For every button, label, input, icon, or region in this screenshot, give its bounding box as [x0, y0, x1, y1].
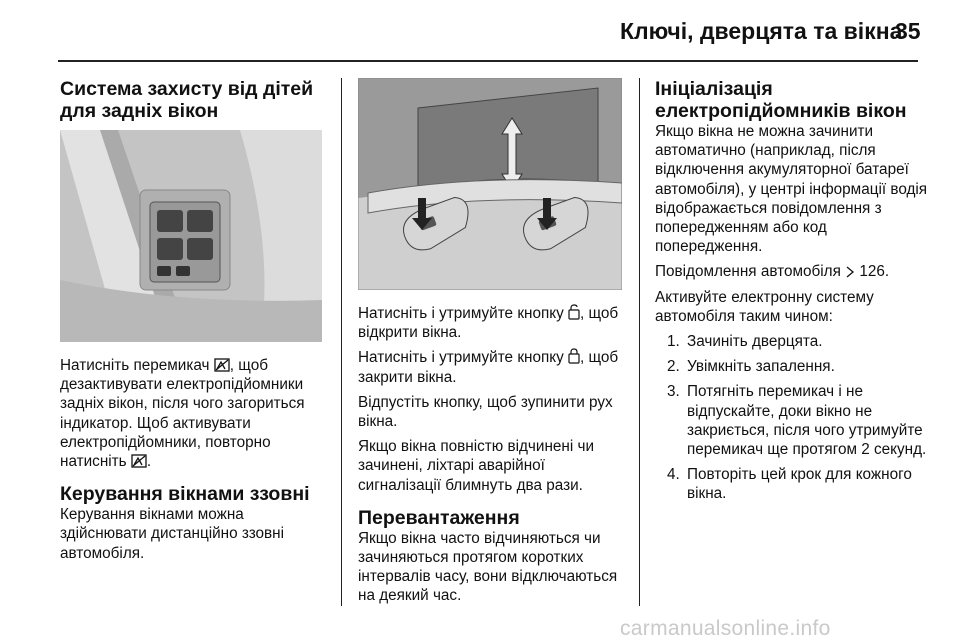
column-3: [655, 78, 930, 504]
section-heading-child-lock: Система захисту від дітей для задніх вікон: [60, 78, 314, 122]
section-heading-overload: Перевантаження: [358, 506, 520, 529]
list-item: 4. Повторіть цей крок для кожного вікна.: [667, 466, 912, 503]
lock-key-icon: [568, 348, 580, 364]
header-rule: [58, 60, 918, 62]
vehicle-messages-reference: Повідомлення автомобіля 126.: [655, 263, 890, 281]
stop-window-paragraph: Відпустіть кнопку, щоб зупинити рух вікна.: [358, 393, 613, 431]
watermark: carmanualsonline.info: [620, 617, 831, 640]
unlock-key-icon: [568, 304, 580, 320]
overload-paragraph: Якщо вікна часто відчиняються чи зачиняються протягом коротких інтервалів часу, вони відключаються на деякий час.: [358, 529, 618, 605]
remote-windows-paragraph: Керування вікнами можна здійснювати дистанційно ззовні автомобіля.: [60, 506, 285, 562]
list-item: 2. Увімкніть запалення.: [667, 358, 835, 376]
window-key-illustration: [358, 78, 622, 290]
list-item: 1. Зачиніть дверцята.: [667, 333, 823, 351]
section-heading-remote-windows: Керування вікнами ззовні: [60, 483, 310, 506]
column-divider-2: [639, 78, 640, 606]
initialization-steps: [667, 332, 930, 504]
door-switch-illustration: [60, 130, 322, 342]
initialization-paragraph: Якщо вікна не можна зачинити автоматично (наприклад, після відключення акумуляторної батареї автомобіля), у центрі інформації водія відображається повідомлення з попередженням або код попередження.: [655, 123, 928, 256]
open-windows-paragraph: Натисніть і утримуйте кнопку , щоб відкрити вікна.: [358, 305, 619, 342]
close-windows-paragraph: Натисніть і утримуйте кнопку , щоб закрити вікна.: [358, 349, 619, 386]
hazard-lights-paragraph: Якщо вікна повністю відчинені чи зачинені, ліхтарі аварійної сигналізації блимнуть два рази.: [358, 438, 595, 494]
reference-arrow-icon: [845, 266, 855, 278]
activate-system-paragraph: Активуйте електронну систему автомобіля таким чином:: [655, 288, 874, 325]
page-header: [0, 0, 960, 60]
child-lock-icon: [214, 358, 230, 372]
child-lock-paragraph: Натисніть перемикач , щоб дезактивувати електропідйомники задніх вікон, після чого загориться індикатор. Щоб активувати електропідйомники, повторно натисніть .: [60, 357, 305, 471]
section-heading-initialization: Ініціалізація електропідйомників вікон: [655, 78, 907, 122]
page-number: 35: [895, 18, 921, 44]
child-lock-icon: [131, 454, 147, 468]
column-divider-1: [341, 78, 342, 606]
list-item: 3. Потягніть перемикач і не відпускайте, доки вікно не закриється, після чого утримуйте перемикач ще протягом 2 секунд.: [667, 383, 927, 459]
column-1: [60, 78, 330, 563]
header-title: Ключі, дверцята та вікна: [620, 18, 903, 44]
column-2: [358, 78, 626, 606]
